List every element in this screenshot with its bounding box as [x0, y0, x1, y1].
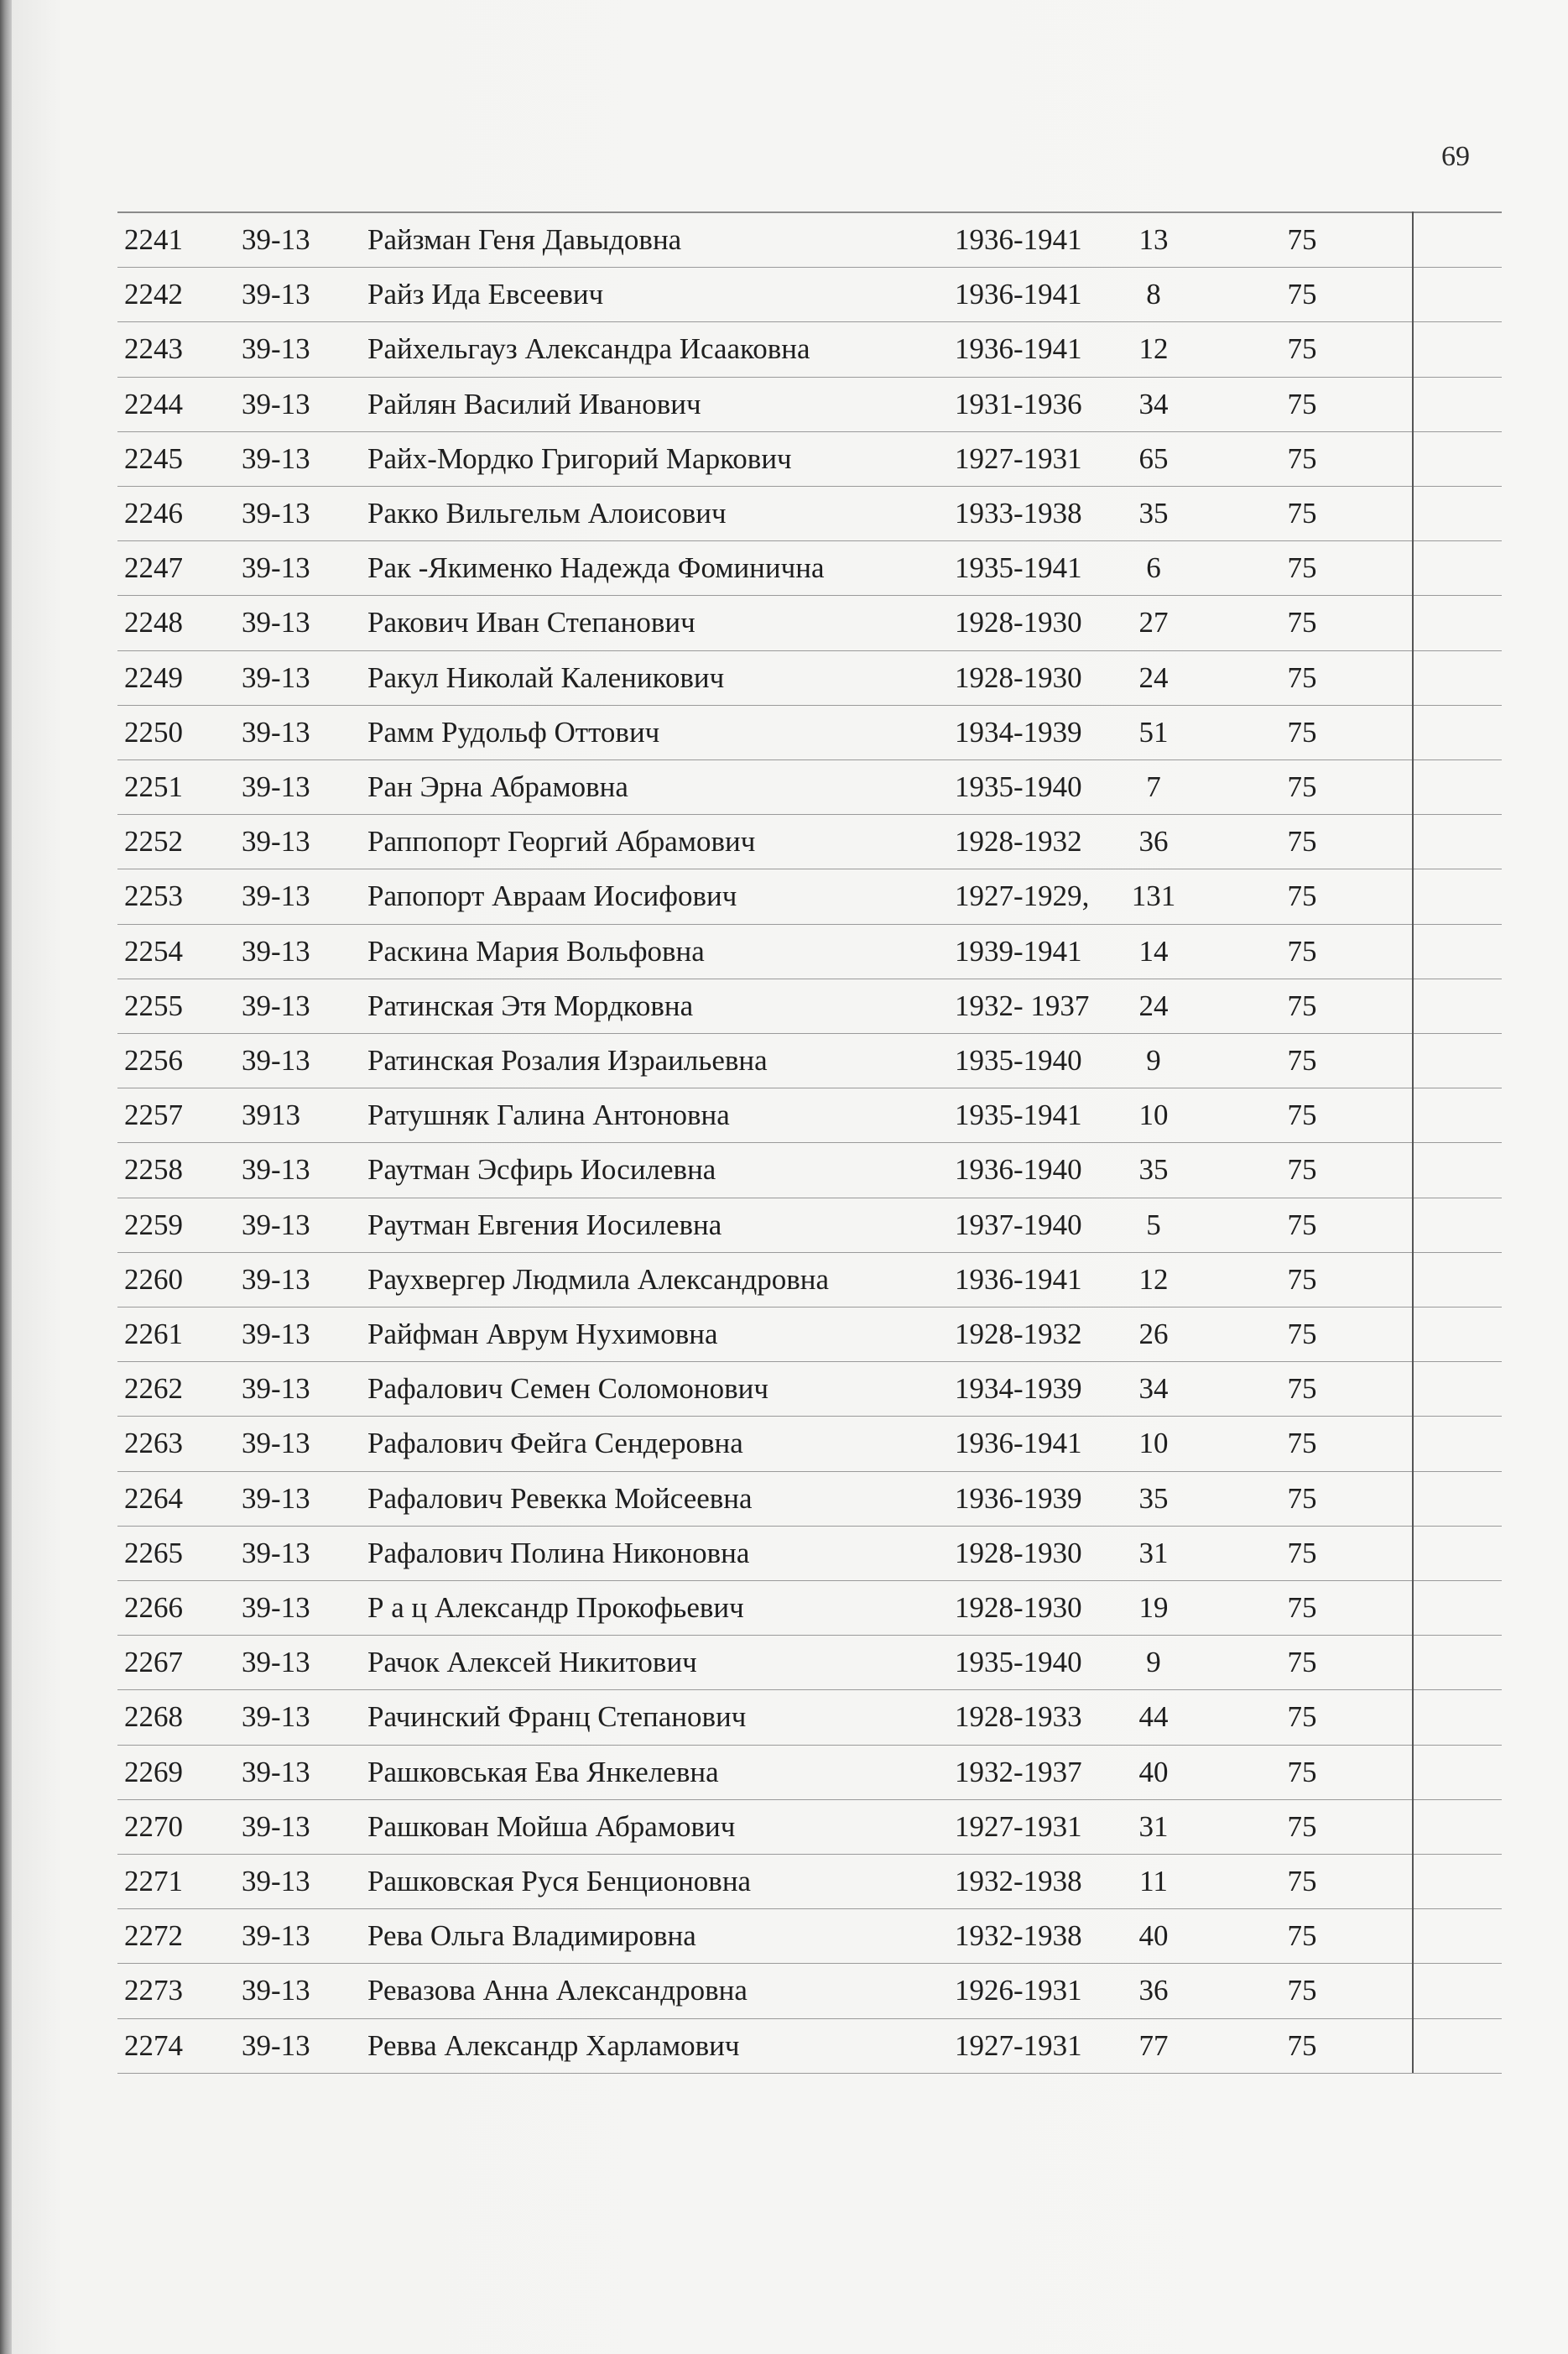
table-row — [117, 1855, 1502, 1909]
record-number: 2241 — [124, 223, 183, 256]
record-years: 1933-1938 — [955, 497, 1082, 530]
sheet-count: 6 — [1146, 551, 1161, 585]
sheet-count: 35 — [1138, 1153, 1169, 1187]
record-code: 39-13 — [242, 1974, 310, 2007]
record-years: 1936-1941 — [955, 1262, 1082, 1296]
sheet-count: 10 — [1138, 1427, 1169, 1460]
table-row — [117, 1909, 1502, 1964]
file-number: 75 — [1287, 606, 1317, 639]
table-row — [117, 1690, 1502, 1745]
sheet-count: 5 — [1146, 1208, 1161, 1241]
record-code: 39-13 — [242, 1262, 310, 1296]
table-row — [117, 1964, 1502, 2018]
record-number: 2245 — [124, 441, 183, 475]
record-years: 1936-1941 — [955, 278, 1082, 311]
file-number: 75 — [1287, 1262, 1317, 1296]
table-row — [117, 378, 1502, 432]
record-years: 1935-1940 — [955, 1646, 1082, 1679]
record-code: 39-13 — [242, 1591, 310, 1624]
record-number: 2261 — [124, 1318, 183, 1350]
person-name: Ратинская Розалия Израильевна — [367, 1044, 768, 1077]
table-row — [117, 2019, 1502, 2074]
sheet-count: 51 — [1138, 715, 1169, 749]
record-years: 1935-1941 — [955, 551, 1082, 585]
file-number: 75 — [1287, 551, 1317, 585]
record-years: 1928-1930 — [955, 606, 1082, 639]
table-row — [117, 1143, 1502, 1198]
table-row — [117, 1417, 1502, 1471]
file-number: 75 — [1287, 497, 1317, 530]
file-number: 75 — [1287, 1974, 1317, 2007]
record-code: 39-13 — [242, 2028, 310, 2062]
person-name: Раскина Мария Вольфовна — [367, 934, 705, 968]
sheet-count: 40 — [1138, 1919, 1169, 1953]
record-years: 1926-1931 — [955, 1974, 1082, 2007]
record-code: 39-13 — [242, 441, 310, 475]
person-name: Ревазова Анна Александровна — [367, 1974, 748, 2007]
record-code: 39-13 — [242, 1755, 310, 1788]
record-years: 1931-1936 — [955, 387, 1082, 420]
table-row — [117, 1527, 1502, 1581]
record-code: 39-13 — [242, 1809, 310, 1843]
person-name: Рафалович Семен Соломонович — [367, 1372, 768, 1406]
sheet-count: 24 — [1138, 660, 1169, 694]
record-code: 39-13 — [242, 387, 310, 420]
person-name: Ракко Вильгельм Алоисович — [367, 497, 727, 530]
record-years: 1928-1933 — [955, 1700, 1082, 1734]
file-number: 75 — [1287, 1427, 1317, 1460]
record-code: 39-13 — [242, 770, 310, 803]
record-code: 39-13 — [242, 1536, 310, 1569]
person-name: Райхельгауз Александра Исааковна — [367, 332, 810, 366]
record-number: 2263 — [124, 1427, 183, 1460]
table-row — [117, 432, 1502, 487]
file-number: 75 — [1287, 1153, 1317, 1187]
file-number: 75 — [1287, 1809, 1317, 1843]
file-number: 75 — [1287, 1099, 1317, 1132]
table-row — [117, 487, 1502, 541]
record-number: 2260 — [124, 1262, 183, 1296]
table-row — [117, 1472, 1502, 1527]
table-row — [117, 1362, 1502, 1417]
table-row — [117, 925, 1502, 979]
table-row — [117, 760, 1502, 815]
record-years: 1939-1941 — [955, 934, 1082, 968]
person-name: Ревва Александр Харламович — [367, 2028, 740, 2062]
file-number: 75 — [1287, 660, 1317, 694]
file-number: 75 — [1287, 1646, 1317, 1679]
table-row — [117, 815, 1502, 869]
file-number: 75 — [1287, 770, 1317, 803]
record-code: 39-13 — [242, 1372, 310, 1406]
record-code: 39-13 — [242, 1318, 310, 1350]
sheet-count: 40 — [1138, 1755, 1169, 1788]
table-row — [117, 706, 1502, 760]
person-name: Рапопорт Авраам Иосифович — [367, 879, 737, 913]
person-name: Рамм Рудольф Оттович — [367, 715, 660, 749]
person-name: Рашковськая Ева Янкелевна — [367, 1755, 719, 1788]
table-row — [117, 1034, 1502, 1088]
record-number: 2258 — [124, 1153, 183, 1187]
sheet-count: 12 — [1138, 332, 1169, 366]
table-row — [117, 1636, 1502, 1690]
record-code: 39-13 — [242, 332, 310, 366]
record-code: 39-13 — [242, 715, 310, 749]
table-row — [117, 979, 1502, 1034]
record-number: 2246 — [124, 497, 183, 530]
record-code: 39-13 — [242, 497, 310, 530]
record-number: 2250 — [124, 715, 183, 749]
sheet-count: 27 — [1138, 606, 1169, 639]
record-number: 2257 — [124, 1099, 183, 1132]
sheet-count: 34 — [1138, 387, 1169, 420]
table-row — [117, 322, 1502, 377]
record-years: 1932-1938 — [955, 1919, 1082, 1953]
record-number: 2247 — [124, 551, 183, 585]
sheet-count: 34 — [1138, 1372, 1169, 1406]
sheet-count: 35 — [1138, 1481, 1169, 1515]
record-number: 2253 — [124, 879, 183, 913]
file-number: 75 — [1287, 1481, 1317, 1515]
table-row — [117, 213, 1502, 268]
record-years: 1932-1937 — [955, 1755, 1082, 1788]
record-code: 39-13 — [242, 660, 310, 694]
record-code: 39-13 — [242, 606, 310, 639]
record-code: 39-13 — [242, 1208, 310, 1241]
person-name: Рашковская Руся Бенционовна — [367, 1865, 752, 1897]
record-code: 39-13 — [242, 1153, 310, 1187]
record-code: 39-13 — [242, 1865, 310, 1897]
record-code: 39-13 — [242, 934, 310, 968]
sheet-count: 8 — [1146, 278, 1161, 311]
person-name: Рачок Алексей Никитович — [367, 1646, 697, 1679]
record-years: 1927-1931 — [955, 1809, 1082, 1843]
record-years: 1935-1941 — [955, 1099, 1082, 1132]
table-row — [117, 1581, 1502, 1636]
table-row — [117, 1198, 1502, 1253]
record-years: 1928-1932 — [955, 1318, 1082, 1350]
table-row — [117, 596, 1502, 650]
sheet-count: 36 — [1138, 825, 1169, 859]
record-number: 2252 — [124, 825, 183, 859]
sheet-count: 26 — [1138, 1318, 1169, 1350]
record-number: 2251 — [124, 770, 183, 803]
record-years: 1934-1939 — [955, 1372, 1082, 1406]
record-number: 2266 — [124, 1591, 183, 1624]
person-name: Ракул Николай Каленикович — [367, 660, 725, 694]
record-code: 39-13 — [242, 223, 310, 256]
record-code: 39-13 — [242, 278, 310, 311]
file-number: 75 — [1287, 1591, 1317, 1624]
record-years: 1936-1941 — [955, 223, 1082, 256]
file-number: 75 — [1287, 1536, 1317, 1569]
sheet-count: 24 — [1138, 989, 1169, 1022]
record-number: 2248 — [124, 606, 183, 639]
person-name: Райлян Василий Иванович — [367, 387, 701, 420]
record-code: 39-13 — [242, 879, 310, 913]
sheet-count: 31 — [1138, 1809, 1169, 1843]
person-name: Раухвергер Людмила Александровна — [367, 1262, 830, 1296]
person-name: Рафалович Ревекка Мойсеевна — [367, 1481, 753, 1515]
file-number: 75 — [1287, 989, 1317, 1022]
sheet-count: 36 — [1138, 1974, 1169, 2007]
record-years: 1936-1941 — [955, 332, 1082, 366]
file-number: 75 — [1287, 879, 1317, 913]
record-years: 1936-1939 — [955, 1481, 1082, 1515]
table-row — [117, 1800, 1502, 1855]
record-years: 1934-1939 — [955, 715, 1082, 749]
person-name: Раппопорт Георгий Абрамович — [367, 825, 756, 859]
file-number: 75 — [1287, 825, 1317, 859]
record-number: 2271 — [124, 1865, 183, 1897]
record-years: 1935-1940 — [955, 770, 1082, 803]
table-row — [117, 651, 1502, 706]
file-number: 75 — [1287, 441, 1317, 475]
person-name: Рачинский Франц Степанович — [367, 1700, 747, 1734]
sheet-count: 13 — [1138, 223, 1169, 256]
person-name: Ратушняк Галина Антоновна — [367, 1099, 730, 1132]
person-name: Райфман Аврум Нухимовна — [367, 1318, 718, 1350]
file-number: 75 — [1287, 1919, 1317, 1953]
record-number: 2256 — [124, 1044, 183, 1077]
record-years: 1936-1940 — [955, 1153, 1082, 1187]
record-code: 39-13 — [242, 551, 310, 585]
record-years: 1936-1941 — [955, 1427, 1082, 1460]
person-name: Рева Ольга Владимировна — [367, 1919, 696, 1953]
file-number: 75 — [1287, 2028, 1317, 2062]
record-number: 2243 — [124, 332, 183, 366]
sheet-count: 11 — [1139, 1865, 1168, 1897]
sheet-count: 7 — [1146, 770, 1161, 803]
person-name: Рашкован Мойша Абрамович — [367, 1809, 736, 1843]
table-row — [117, 1088, 1502, 1143]
record-number: 2255 — [124, 989, 183, 1022]
record-years: 1927-1931 — [955, 2028, 1082, 2062]
person-name: Раутман Эсфирь Иосилевна — [367, 1153, 716, 1187]
sheet-count: 14 — [1138, 934, 1169, 968]
record-number: 2264 — [124, 1481, 183, 1515]
table-row — [117, 1253, 1502, 1307]
file-number: 75 — [1287, 223, 1317, 256]
table-row — [117, 1746, 1502, 1800]
record-years: 1932-1938 — [955, 1865, 1082, 1897]
record-number: 2268 — [124, 1700, 183, 1734]
record-number: 2249 — [124, 660, 183, 694]
record-number: 2269 — [124, 1755, 183, 1788]
file-number: 75 — [1287, 1044, 1317, 1077]
record-code: 39-13 — [242, 1919, 310, 1953]
record-code: 39-13 — [242, 1700, 310, 1734]
file-number: 75 — [1287, 278, 1317, 311]
record-number: 2274 — [124, 2028, 183, 2062]
record-years: 1932- 1937 — [955, 989, 1090, 1022]
record-years: 1927-1929, — [955, 879, 1090, 913]
file-number: 75 — [1287, 387, 1317, 420]
record-number: 2265 — [124, 1536, 183, 1569]
file-number: 75 — [1287, 1755, 1317, 1788]
sheet-count: 31 — [1138, 1536, 1169, 1569]
table-row — [117, 541, 1502, 596]
file-number: 75 — [1287, 332, 1317, 366]
table-row — [117, 268, 1502, 322]
file-number: 75 — [1287, 1208, 1317, 1241]
table-right-rule — [1412, 211, 1414, 2073]
record-code: 39-13 — [242, 825, 310, 859]
record-number: 2272 — [124, 1919, 183, 1953]
record-years: 1935-1940 — [955, 1044, 1082, 1077]
record-code: 39-13 — [242, 1481, 310, 1515]
person-name: Райз Ида Евсеевич — [367, 278, 604, 311]
record-years: 1928-1930 — [955, 660, 1082, 694]
sheet-count: 9 — [1146, 1646, 1161, 1679]
file-number: 75 — [1287, 1372, 1317, 1406]
record-code: 39-13 — [242, 1646, 310, 1679]
sheet-count: 77 — [1138, 2028, 1169, 2062]
record-number: 2262 — [124, 1372, 183, 1406]
file-number: 75 — [1287, 1318, 1317, 1350]
record-years: 1928-1932 — [955, 825, 1082, 859]
record-number: 2270 — [124, 1809, 183, 1843]
record-code: 39-13 — [242, 1044, 310, 1077]
record-years: 1927-1931 — [955, 441, 1082, 475]
record-years: 1937-1940 — [955, 1208, 1082, 1241]
person-name: Райзман Геня Давыдовна — [367, 223, 682, 256]
table-row — [117, 1307, 1502, 1362]
record-years: 1928-1930 — [955, 1591, 1082, 1624]
record-number: 2273 — [124, 1974, 183, 2007]
sheet-count: 44 — [1138, 1700, 1169, 1734]
person-name: Р а ц Александр Прокофьевич — [367, 1591, 744, 1624]
person-name: Ран Эрна Абрамовна — [367, 770, 628, 803]
sheet-count: 10 — [1138, 1099, 1169, 1132]
file-number: 75 — [1287, 1700, 1317, 1734]
table-row — [117, 869, 1502, 924]
record-code: 39-13 — [242, 989, 310, 1022]
record-number: 2267 — [124, 1646, 183, 1679]
file-number: 75 — [1287, 715, 1317, 749]
page-number: 69 — [1441, 141, 1470, 172]
sheet-count: 65 — [1138, 441, 1169, 475]
record-number: 2242 — [124, 278, 183, 311]
record-years: 1928-1930 — [955, 1536, 1082, 1569]
record-code: 39-13 — [242, 1427, 310, 1460]
person-name: Ракович Иван Степанович — [367, 606, 695, 639]
record-number: 2244 — [124, 387, 183, 420]
sheet-count: 131 — [1131, 879, 1176, 913]
record-number: 2254 — [124, 934, 183, 968]
sheet-count: 35 — [1138, 497, 1169, 530]
sheet-count: 12 — [1138, 1262, 1169, 1296]
person-name: Райх-Мордко Григорий Маркович — [367, 441, 792, 475]
file-number: 75 — [1287, 934, 1317, 968]
record-number: 2259 — [124, 1208, 183, 1241]
person-name: Рафалович Полина Никоновна — [367, 1536, 750, 1569]
sheet-count: 9 — [1146, 1044, 1161, 1077]
person-name: Рафалович Фейга Сендеровна — [367, 1427, 743, 1460]
person-name: Рак -Якименко Надежда Фоминична — [367, 551, 825, 585]
record-code: 3913 — [242, 1099, 300, 1132]
file-number: 75 — [1287, 1865, 1317, 1897]
sheet-count: 19 — [1138, 1591, 1169, 1624]
person-name: Ратинская Этя Мордковна — [367, 989, 694, 1022]
person-name: Раутман Евгения Иосилевна — [367, 1208, 722, 1241]
